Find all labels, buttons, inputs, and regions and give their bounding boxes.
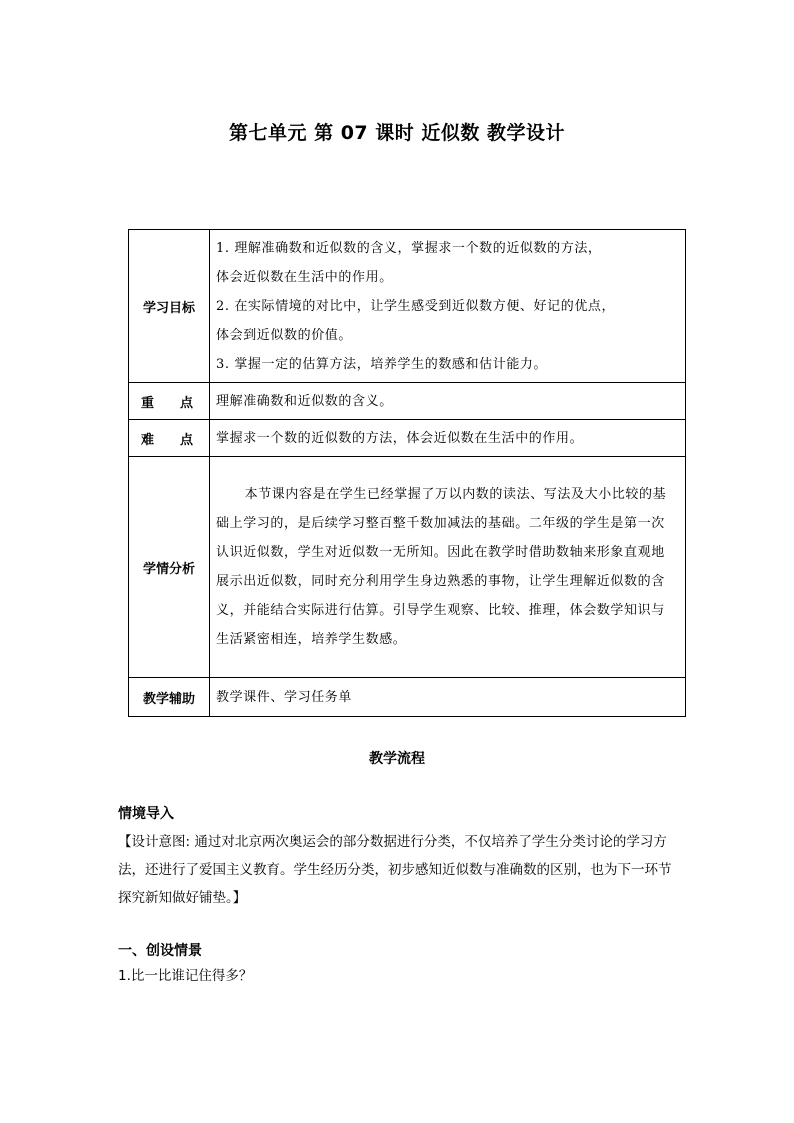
goal-line: 1. 理解准确数和近似数的含义，掌握求一个数的近似数的方法，	[216, 240, 602, 256]
section-heading-intro: 情境导入	[118, 806, 174, 822]
difficulty-content: 掌握求一个数的近似数的方法，体会近似数在生活中的作用。	[210, 420, 686, 457]
aids-content: 教学课件、学习任务单	[210, 678, 686, 717]
analysis-content: 本节课内容是在学生已经掌握了万以内数的读法、写法及大小比较的基础上学习的，是后续学习整百整千数加减法的基础。二年级的学生是第一次认识近似数，学生对近似数一无所知。因此在教学时借助数轴来形象直观地展示出近似数，同时充分利用学生身边熟悉的事物，让学生理解近似数的含义，并能结合实际进行估算。引导学生观察、比较、推理，体会数学知识与生活紧密相连，培养学生数感。	[210, 457, 686, 678]
step-heading: 一、创设情景	[118, 943, 202, 959]
goals-content	[210, 230, 686, 383]
lesson-plan-table	[128, 229, 686, 717]
goal-line: 2. 在实际情境的对比中，让学生感受到近似数方便、好记的优点，	[216, 298, 616, 314]
aids-label: 教学辅助	[129, 678, 210, 717]
analysis-label: 学情分析	[129, 457, 210, 678]
table-row-aids	[129, 678, 686, 717]
goal-line: 3. 掌握一定的估算方法，培养学生的数感和估计能力。	[216, 356, 548, 372]
table-row-goals	[129, 230, 686, 383]
table-row-key-point	[129, 383, 686, 420]
goals-label: 学习目标	[129, 230, 210, 383]
difficulty-label: 难 点	[129, 420, 210, 457]
flow-title: 教学流程	[369, 751, 425, 767]
design-intent-paragraph: 【设计意图: 通过对北京两次奥运会的部分数据进行分类，不仅培养了学生分类讨论的学习方法，还进行了爱国主义教育。学生经历分类，初步感知近似数与准确数的区别，也为下一环节探究新知做好铺垫。】	[118, 834, 672, 906]
table-row-difficulty	[129, 420, 686, 457]
key-point-content: 理解准确数和近似数的含义。	[210, 383, 686, 420]
key-point-label: 重 点	[129, 383, 210, 420]
goal-line: 体会近似数在生活中的作用。	[216, 269, 393, 285]
document-title: 第七单元 第 07 课时 近似数 教学设计	[228, 122, 565, 144]
goal-line: 体会到近似数的价值。	[216, 327, 353, 343]
table-row-analysis	[129, 457, 686, 678]
question-line: 1.比一比谁记住得多？	[118, 968, 253, 984]
